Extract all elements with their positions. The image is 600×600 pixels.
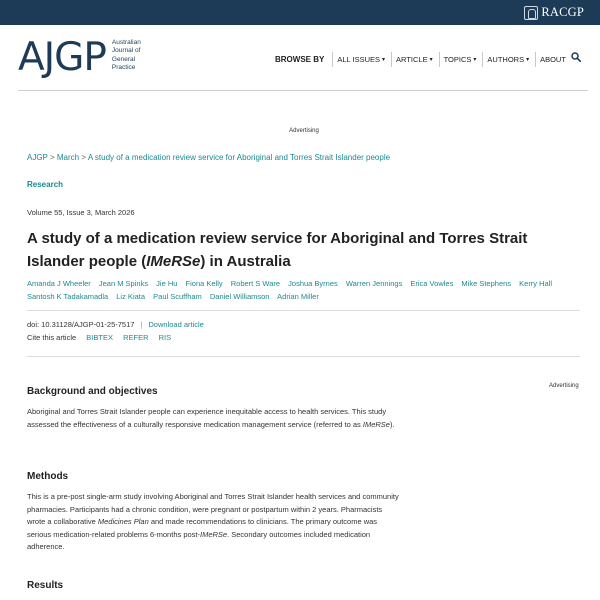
caret-down-icon: ▾ [429, 57, 433, 63]
cite-ris-link[interactable]: RIS [158, 333, 172, 342]
download-article-link[interactable]: Download article [148, 320, 204, 329]
section-label[interactable]: Research [27, 180, 64, 189]
author-link[interactable]: Paul Scuffham [153, 291, 202, 301]
breadcrumb-sep: > [49, 153, 55, 162]
para-italic: IMeRSe [200, 529, 228, 539]
breadcrumb-issue[interactable]: March [56, 153, 80, 162]
caret-down-icon: ▾ [526, 57, 530, 63]
nav-label: ALL ISSUES [337, 55, 381, 64]
results-heading: Results [27, 580, 64, 591]
author-link[interactable]: Kerry Hall [519, 279, 553, 288]
author-link[interactable]: Liz Kiata [116, 291, 146, 301]
search-icon[interactable] [571, 52, 581, 62]
breadcrumb-article[interactable]: A study of a medication review service for Aboriginal and Torres Strait Islander people [87, 153, 391, 162]
nav-article[interactable] [391, 52, 437, 67]
racgp-label: RACGP [541, 5, 584, 19]
meta-divider [27, 310, 580, 311]
title-italic: IMeRSe [146, 253, 201, 270]
main-nav [275, 52, 570, 67]
para-text: and made recommendations to clinicians. The primary outcome was serious medication-related problems 6-months post- [27, 517, 378, 539]
author-link[interactable]: Erica Vowles [410, 279, 454, 288]
nav-authors[interactable] [482, 52, 533, 67]
breadcrumb [27, 153, 390, 162]
nav-label: ABOUT [540, 55, 566, 64]
methods-heading: Methods [27, 471, 69, 482]
nav-about[interactable] [535, 52, 570, 67]
author-link[interactable]: Fiona Kelly [185, 279, 223, 288]
logo-sub-line: General [111, 55, 136, 63]
advertising-label-top: Advertising [289, 128, 319, 134]
logo-sub-line: Practice [111, 63, 136, 71]
background-heading: Background and objectives [27, 386, 158, 397]
doi-separator: | [140, 320, 143, 329]
cite-line [27, 333, 171, 342]
doi-line [27, 320, 204, 329]
author-list [27, 278, 572, 303]
volume-info: Volume 55, Issue 3, March 2026 [27, 208, 135, 217]
para-text: . Secondary outcomes included medication adherence. [27, 529, 371, 552]
browse-by-label: BROWSE BY [275, 55, 325, 64]
para-text: This is a pre-post single-arm study involving Aboriginal and Torres Strait Islander health services and community pharmacies. Participants had a chronic condition, were pregnant or postpartum within 2 years. Pharmacists wrote a collaborative [27, 492, 399, 527]
background-text [27, 406, 402, 431]
racgp-logo[interactable] [524, 5, 584, 20]
para-italic: IMeRSe [362, 419, 390, 429]
author-link[interactable]: Robert S Ware [230, 279, 281, 288]
caret-down-icon: ▾ [382, 57, 386, 63]
ajgp-logo[interactable] [18, 35, 152, 80]
title-text: A study of a medication review service for Aboriginal and Torres Strait Islander people ( [27, 230, 528, 270]
author-link[interactable]: Amanda J Wheeler [27, 279, 91, 288]
methods-text [27, 491, 402, 554]
author-link[interactable]: Joshua Byrnes [288, 279, 338, 288]
nav-topics[interactable] [439, 52, 481, 67]
doi-text[interactable]: doi: 10.31128/AJGP-01-25-7517 [27, 320, 135, 329]
header-divider [18, 90, 588, 91]
author-link[interactable]: Daniel Williamson [209, 291, 270, 301]
ajgp-logo-subtitle [112, 39, 152, 72]
logo-sub-line: Australian [111, 39, 141, 46]
racgp-seal-icon [524, 6, 538, 20]
para-italic: Medicines Plan [97, 517, 149, 527]
cite-label: Cite this article [27, 333, 77, 342]
cite-bibtex-link[interactable]: BIBTEX [86, 333, 113, 342]
cite-refer-link[interactable]: REFER [123, 333, 149, 342]
para-text: Aboriginal and Torres Strait Islander people can experience inequitable access to health services. This study assessed the effectiveness of a culturally responsive medication management service (referred to as [27, 407, 387, 429]
nav-label: ARTICLE [396, 55, 428, 64]
nav-label: TOPICS [443, 55, 472, 64]
title-text: ) in Australia [200, 253, 291, 270]
breadcrumb-home[interactable]: AJGP [27, 153, 48, 162]
caret-down-icon: ▾ [473, 57, 477, 63]
author-link[interactable]: Adrian Miller [277, 291, 319, 301]
advertising-label-side: Advertising [549, 383, 579, 389]
top-bar [0, 0, 600, 25]
para-text: ). [389, 419, 395, 429]
nav-label: AUTHORS [487, 55, 525, 64]
logo-sub-line: Journal of [111, 47, 141, 55]
breadcrumb-sep: > [81, 153, 87, 162]
ajgp-logo-text: AJGP [18, 35, 106, 80]
meta-divider-bottom [27, 356, 580, 357]
nav-all-issues[interactable] [332, 52, 389, 67]
article-title [27, 227, 587, 273]
author-link[interactable]: Santosh K Tadakamadla [27, 291, 109, 301]
author-link[interactable]: Jean M Spinks [98, 279, 149, 288]
author-link[interactable]: Warren Jennings [345, 279, 403, 288]
author-link[interactable]: Jie Hu [156, 279, 178, 288]
author-link[interactable]: Mike Stephens [461, 279, 512, 288]
